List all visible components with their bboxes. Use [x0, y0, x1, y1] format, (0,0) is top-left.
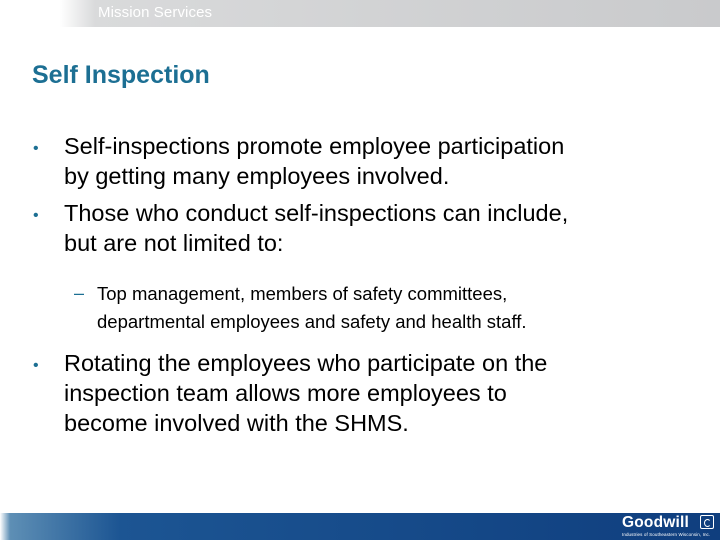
bullet-marker: • [33, 140, 39, 157]
goodwill-logo [620, 514, 714, 538]
slide-title: Self Inspection [32, 61, 210, 89]
bullet-line: but are not limited to: [64, 230, 284, 256]
sub-bullet-line: departmental employees and safety and health staff. [97, 311, 527, 332]
bullet-line: by getting many employees involved. [64, 163, 450, 189]
bullet-marker: • [33, 207, 39, 224]
logo-tagline: Industries of Southeastern Wisconsin, Inc. [622, 532, 711, 537]
bullet-line: become involved with the SHMS. [64, 410, 409, 436]
bullet-line: Rotating the employees who participate on the [64, 350, 548, 376]
goodwill-smile-icon [700, 515, 714, 529]
bullet-item [64, 348, 704, 438]
bullet-line: Self-inspections promote employee participation [64, 133, 565, 159]
bullet-marker: • [33, 357, 39, 374]
bullet-item [64, 131, 704, 191]
sub-bullet-item [97, 280, 697, 336]
section-label: Mission Services [98, 4, 213, 21]
sub-bullet-line: Top management, members of safety committees, [97, 283, 508, 304]
bullet-item [64, 198, 704, 258]
bullet-line: Those who conduct self-inspections can include, [64, 200, 569, 226]
sub-bullet-marker: – [74, 283, 85, 303]
logo-wordmark: Goodwill [622, 514, 690, 531]
footer-band [0, 513, 720, 540]
header-band [0, 0, 720, 27]
bullet-line: inspection team allows more employees to [64, 380, 507, 406]
